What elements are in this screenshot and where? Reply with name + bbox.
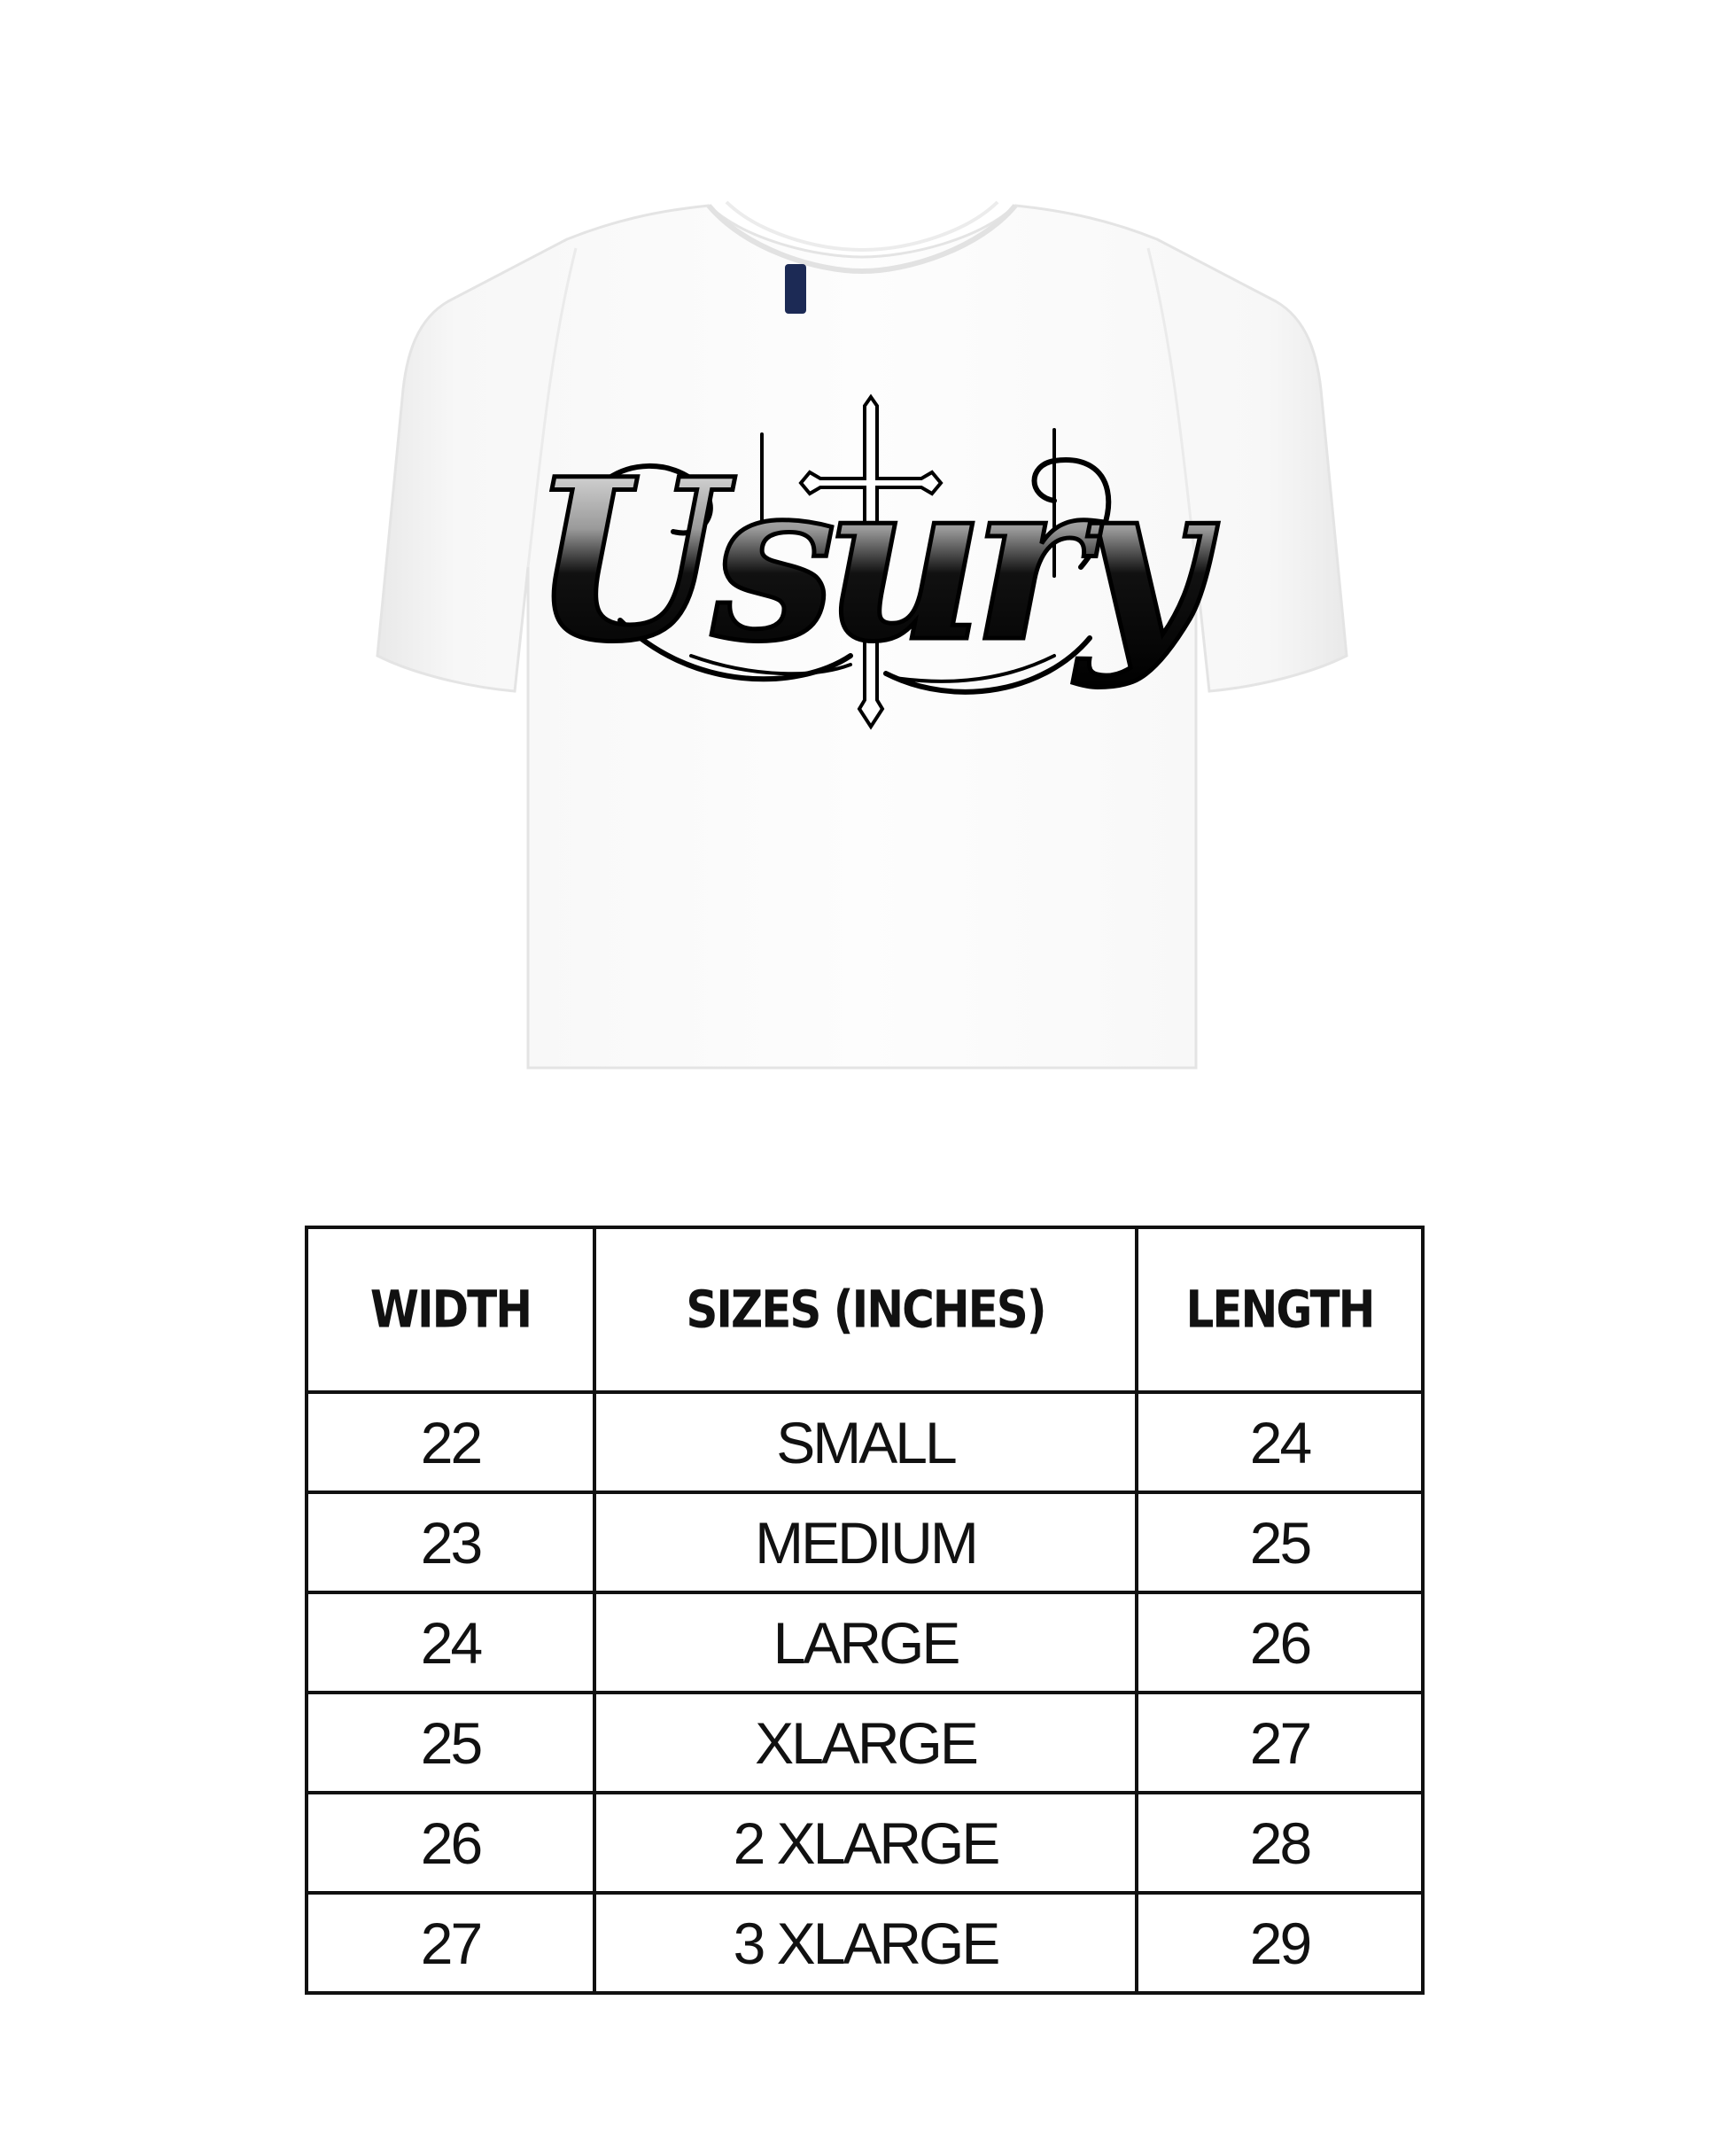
width-cell: 22 <box>307 1392 594 1492</box>
width-cell: 25 <box>307 1693 594 1793</box>
length-cell: 27 <box>1137 1693 1423 1793</box>
table-row <box>307 1893 1423 1993</box>
table-header-row <box>307 1227 1423 1392</box>
table-row <box>307 1693 1423 1793</box>
logo-lettering: Usury <box>531 430 1193 690</box>
length-cell: 28 <box>1137 1793 1423 1893</box>
t-shirt-image <box>354 195 1370 1081</box>
size-cell: SMALL <box>594 1392 1137 1492</box>
length-cell: 29 <box>1137 1893 1423 1993</box>
size-cell: XLARGE <box>594 1693 1137 1793</box>
width-cell: 26 <box>307 1793 594 1893</box>
size-cell: 3 XLARGE <box>594 1893 1137 1993</box>
sizes-column-header: SIZES (INCHES) <box>594 1227 1137 1392</box>
size-cell: LARGE <box>594 1592 1137 1693</box>
usury-logo-graphic <box>531 397 1218 727</box>
length-column-header: LENGTH <box>1137 1227 1423 1392</box>
length-cell: 26 <box>1137 1592 1423 1693</box>
size-cell: 2 XLARGE <box>594 1793 1137 1893</box>
width-column-header: WIDTH <box>307 1227 594 1392</box>
size-chart-table <box>305 1226 1425 1995</box>
width-cell: 24 <box>307 1592 594 1693</box>
table-row <box>307 1392 1423 1492</box>
table-row <box>307 1492 1423 1592</box>
width-cell: 23 <box>307 1492 594 1592</box>
size-cell: MEDIUM <box>594 1492 1137 1592</box>
neck-tag <box>785 264 806 314</box>
table-row <box>307 1793 1423 1893</box>
width-cell: 27 <box>307 1893 594 1993</box>
table-row <box>307 1592 1423 1693</box>
length-cell: 25 <box>1137 1492 1423 1592</box>
length-cell: 24 <box>1137 1392 1423 1492</box>
